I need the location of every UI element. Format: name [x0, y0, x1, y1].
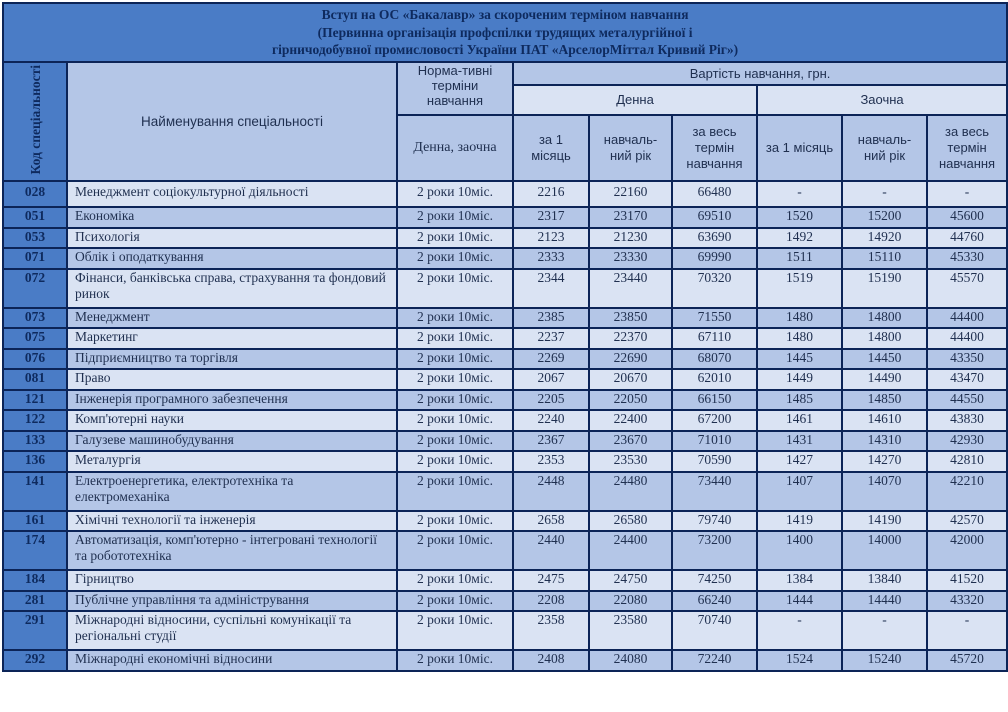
- ext-full-term: -: [927, 181, 1007, 207]
- specialty-code: 073: [3, 308, 67, 329]
- table-row: [3, 650, 1007, 671]
- day-full-term: 67110: [672, 328, 757, 349]
- specialty-name: Галузеве машинобудування: [67, 431, 397, 452]
- specialty-code: 051: [3, 207, 67, 228]
- ext-full-term: 43320: [927, 591, 1007, 612]
- specialty-code: 281: [3, 591, 67, 612]
- table-row: [3, 181, 1007, 207]
- ext-per-month: 1492: [757, 228, 842, 249]
- specialty-name: Інженерія програмного забезпечення: [67, 390, 397, 411]
- ext-per-month: 1445: [757, 349, 842, 370]
- day-per-month: 2448: [513, 472, 589, 511]
- specialty-name: Менеджмент: [67, 308, 397, 329]
- specialty-code: 174: [3, 531, 67, 570]
- day-per-month: 2240: [513, 410, 589, 431]
- header-norm: Норма-тивні терміни навчання: [397, 62, 513, 115]
- ext-full-term: 42210: [927, 472, 1007, 511]
- table-row: [3, 390, 1007, 411]
- specialty-name: Комп'ютерні науки: [67, 410, 397, 431]
- ext-per-year: -: [842, 181, 927, 207]
- ext-per-month: 1519: [757, 269, 842, 308]
- normative-term: 2 роки 10міс.: [397, 531, 513, 570]
- ext-per-month: 1407: [757, 472, 842, 511]
- day-per-year: 22400: [589, 410, 672, 431]
- ext-per-month: 1427: [757, 451, 842, 472]
- day-per-month: 2353: [513, 451, 589, 472]
- specialty-name: Менеджмент соціокультурної діяльності: [67, 181, 397, 207]
- specialty-name: Економіка: [67, 207, 397, 228]
- normative-term: 2 роки 10міс.: [397, 611, 513, 650]
- ext-per-month: -: [757, 611, 842, 650]
- ext-per-month: 1480: [757, 308, 842, 329]
- normative-term: 2 роки 10міс.: [397, 511, 513, 532]
- day-full-term: 79740: [672, 511, 757, 532]
- table-row: [3, 591, 1007, 612]
- table-row: [3, 328, 1007, 349]
- normative-term: 2 роки 10міс.: [397, 248, 513, 269]
- ext-full-term: 44760: [927, 228, 1007, 249]
- day-per-year: 23850: [589, 308, 672, 329]
- specialty-code: 053: [3, 228, 67, 249]
- day-full-term: 71010: [672, 431, 757, 452]
- specialty-code: 136: [3, 451, 67, 472]
- specialty-name: Металургія: [67, 451, 397, 472]
- ext-full-term: 43830: [927, 410, 1007, 431]
- ext-per-month: 1520: [757, 207, 842, 228]
- ext-per-year: 14610: [842, 410, 927, 431]
- day-per-month: 2067: [513, 369, 589, 390]
- table-row: [3, 248, 1007, 269]
- day-per-year: 23330: [589, 248, 672, 269]
- header-code: [3, 62, 67, 181]
- specialty-name: Право: [67, 369, 397, 390]
- day-full-term: 69510: [672, 207, 757, 228]
- table-row: [3, 207, 1007, 228]
- table-row: [3, 349, 1007, 370]
- specialty-name: Облік і оподаткування: [67, 248, 397, 269]
- ext-per-month: 1444: [757, 591, 842, 612]
- specialty-name: Фінанси, банківська справа, страхування та фондовий ринок: [67, 269, 397, 308]
- ext-per-year: 15240: [842, 650, 927, 671]
- tuition-table: [2, 2, 1008, 672]
- day-per-month: 2216: [513, 181, 589, 207]
- normative-term: 2 роки 10міс.: [397, 349, 513, 370]
- day-per-month: 2333: [513, 248, 589, 269]
- day-full-term: 73200: [672, 531, 757, 570]
- day-per-month: 2123: [513, 228, 589, 249]
- day-full-term: 66150: [672, 390, 757, 411]
- day-per-month: 2658: [513, 511, 589, 532]
- table-row: [3, 228, 1007, 249]
- ext-per-year: 14490: [842, 369, 927, 390]
- table-row: [3, 269, 1007, 308]
- specialty-name: Міжнародні відносини, суспільні комунікації та регіональні студії: [67, 611, 397, 650]
- day-per-month: 2385: [513, 308, 589, 329]
- specialty-name: Публічне управління та адміністрування: [67, 591, 397, 612]
- day-full-term: 70590: [672, 451, 757, 472]
- ext-full-term: 45600: [927, 207, 1007, 228]
- day-per-year: 23170: [589, 207, 672, 228]
- day-full-term: 62010: [672, 369, 757, 390]
- ext-per-month: 1431: [757, 431, 842, 452]
- day-per-year: 23670: [589, 431, 672, 452]
- day-per-year: 24400: [589, 531, 672, 570]
- specialty-code: 122: [3, 410, 67, 431]
- ext-per-month: 1449: [757, 369, 842, 390]
- ext-full-term: 44400: [927, 328, 1007, 349]
- specialty-code: 184: [3, 570, 67, 591]
- normative-term: 2 роки 10міс.: [397, 390, 513, 411]
- ext-full-term: 42570: [927, 511, 1007, 532]
- day-per-year: 24750: [589, 570, 672, 591]
- ext-per-month: 1384: [757, 570, 842, 591]
- normative-term: 2 роки 10міс.: [397, 181, 513, 207]
- table-title: [3, 3, 1007, 62]
- ext-per-month: -: [757, 181, 842, 207]
- day-per-month: 2440: [513, 531, 589, 570]
- ext-per-year: 14190: [842, 511, 927, 532]
- specialty-code: 291: [3, 611, 67, 650]
- day-per-year: 22690: [589, 349, 672, 370]
- ext-full-term: 42930: [927, 431, 1007, 452]
- day-per-year: 22050: [589, 390, 672, 411]
- ext-full-term: 45720: [927, 650, 1007, 671]
- day-per-year: 22080: [589, 591, 672, 612]
- header-norm-sub: Денна, заочна: [397, 115, 513, 181]
- table-row: [3, 570, 1007, 591]
- day-full-term: 74250: [672, 570, 757, 591]
- ext-per-year: 14440: [842, 591, 927, 612]
- ext-full-term: 43350: [927, 349, 1007, 370]
- specialty-name: Підприємництво та торгівля: [67, 349, 397, 370]
- day-per-year: 24080: [589, 650, 672, 671]
- day-per-month: 2205: [513, 390, 589, 411]
- day-per-year: 23580: [589, 611, 672, 650]
- day-per-month: 2317: [513, 207, 589, 228]
- ext-full-term: 43470: [927, 369, 1007, 390]
- specialty-code: 028: [3, 181, 67, 207]
- header-ext-year: навчаль-ний рік: [842, 115, 927, 181]
- ext-full-term: 44550: [927, 390, 1007, 411]
- normative-term: 2 роки 10міс.: [397, 472, 513, 511]
- day-full-term: 63690: [672, 228, 757, 249]
- ext-per-year: -: [842, 611, 927, 650]
- specialty-code: 292: [3, 650, 67, 671]
- ext-full-term: 42000: [927, 531, 1007, 570]
- header-name: Найменування спеціальності: [67, 62, 397, 181]
- title-line-3: гірничодобувної промисловості України ПАТ «АрселорМіттал Кривий Ріг»): [271, 42, 739, 58]
- ext-per-month: 1485: [757, 390, 842, 411]
- ext-full-term: 42810: [927, 451, 1007, 472]
- ext-per-month: 1419: [757, 511, 842, 532]
- day-full-term: 73440: [672, 472, 757, 511]
- normative-term: 2 роки 10міс.: [397, 431, 513, 452]
- header-ext-full: за весь термін навчання: [927, 115, 1007, 181]
- day-per-month: 2408: [513, 650, 589, 671]
- header-day-month: за 1 місяць: [513, 115, 589, 181]
- day-per-year: 23440: [589, 269, 672, 308]
- specialty-name: Автоматизація, комп'ютерно - інтегровані технології та робототехніка: [67, 531, 397, 570]
- ext-per-year: 14800: [842, 308, 927, 329]
- ext-full-term: 41520: [927, 570, 1007, 591]
- ext-per-year: 14920: [842, 228, 927, 249]
- table-row: [3, 308, 1007, 329]
- ext-per-year: 14310: [842, 431, 927, 452]
- table-row: [3, 531, 1007, 570]
- specialty-name: Хімічні технології та інженерія: [67, 511, 397, 532]
- title-line-1: Вступ на ОС «Бакалавр» за скороченим терміном навчання: [321, 7, 689, 23]
- table-row: [3, 431, 1007, 452]
- table-row: [3, 451, 1007, 472]
- specialty-name: Гірництво: [67, 570, 397, 591]
- normative-term: 2 роки 10міс.: [397, 269, 513, 308]
- table-row: [3, 410, 1007, 431]
- ext-per-year: 15110: [842, 248, 927, 269]
- day-full-term: 66240: [672, 591, 757, 612]
- ext-per-year: 14270: [842, 451, 927, 472]
- table-row: [3, 369, 1007, 390]
- normative-term: 2 роки 10міс.: [397, 228, 513, 249]
- specialty-name: Маркетинг: [67, 328, 397, 349]
- header-day-year: навчаль-ний рік: [589, 115, 672, 181]
- day-per-year: 22160: [589, 181, 672, 207]
- specialty-code: 141: [3, 472, 67, 511]
- day-per-month: 2358: [513, 611, 589, 650]
- normative-term: 2 роки 10міс.: [397, 308, 513, 329]
- ext-full-term: 45570: [927, 269, 1007, 308]
- day-per-year: 20670: [589, 369, 672, 390]
- specialty-code: 071: [3, 248, 67, 269]
- day-full-term: 68070: [672, 349, 757, 370]
- day-full-term: 67200: [672, 410, 757, 431]
- day-full-term: 72240: [672, 650, 757, 671]
- ext-per-year: 14000: [842, 531, 927, 570]
- day-full-term: 66480: [672, 181, 757, 207]
- header-code-label: Код спеціальності: [27, 64, 43, 175]
- day-per-year: 21230: [589, 228, 672, 249]
- header-ext-month: за 1 місяць: [757, 115, 842, 181]
- specialty-code: 133: [3, 431, 67, 452]
- ext-per-month: 1524: [757, 650, 842, 671]
- specialty-code: 121: [3, 390, 67, 411]
- header-cost: Вартість навчання, грн.: [513, 62, 1007, 85]
- day-full-term: 70740: [672, 611, 757, 650]
- ext-per-month: 1400: [757, 531, 842, 570]
- ext-per-month: 1480: [757, 328, 842, 349]
- ext-per-month: 1461: [757, 410, 842, 431]
- day-full-term: 70320: [672, 269, 757, 308]
- specialty-code: 161: [3, 511, 67, 532]
- ext-per-year: 14800: [842, 328, 927, 349]
- day-per-year: 24480: [589, 472, 672, 511]
- ext-full-term: 45330: [927, 248, 1007, 269]
- ext-full-term: 44400: [927, 308, 1007, 329]
- header-extramural: Заочна: [757, 85, 1007, 115]
- day-per-month: 2208: [513, 591, 589, 612]
- specialty-code: 081: [3, 369, 67, 390]
- ext-per-year: 15190: [842, 269, 927, 308]
- normative-term: 2 роки 10міс.: [397, 570, 513, 591]
- normative-term: 2 роки 10міс.: [397, 410, 513, 431]
- day-full-term: 69990: [672, 248, 757, 269]
- specialty-name: Психологія: [67, 228, 397, 249]
- day-per-month: 2344: [513, 269, 589, 308]
- normative-term: 2 роки 10міс.: [397, 451, 513, 472]
- ext-per-year: 14070: [842, 472, 927, 511]
- header-day-full: за весь термін навчання: [672, 115, 757, 181]
- specialty-name: Міжнародні економічні відносини: [67, 650, 397, 671]
- table-row: [3, 611, 1007, 650]
- day-per-month: 2237: [513, 328, 589, 349]
- ext-per-year: 15200: [842, 207, 927, 228]
- ext-full-term: -: [927, 611, 1007, 650]
- normative-term: 2 роки 10міс.: [397, 207, 513, 228]
- normative-term: 2 роки 10міс.: [397, 369, 513, 390]
- day-per-month: 2367: [513, 431, 589, 452]
- ext-per-year: 13840: [842, 570, 927, 591]
- day-per-month: 2269: [513, 349, 589, 370]
- ext-per-year: 14850: [842, 390, 927, 411]
- specialty-code: 072: [3, 269, 67, 308]
- ext-per-month: 1511: [757, 248, 842, 269]
- specialty-code: 076: [3, 349, 67, 370]
- normative-term: 2 роки 10міс.: [397, 650, 513, 671]
- day-per-year: 26580: [589, 511, 672, 532]
- specialty-code: 075: [3, 328, 67, 349]
- day-full-term: 71550: [672, 308, 757, 329]
- day-per-year: 23530: [589, 451, 672, 472]
- table-body: [3, 181, 1007, 671]
- normative-term: 2 роки 10міс.: [397, 328, 513, 349]
- normative-term: 2 роки 10міс.: [397, 591, 513, 612]
- day-per-year: 22370: [589, 328, 672, 349]
- specialty-name: Електроенергетика, електротехніка та електромеханіка: [67, 472, 397, 511]
- table-row: [3, 511, 1007, 532]
- day-per-month: 2475: [513, 570, 589, 591]
- title-line-2: (Первинна організація профспілки трудящих металургійної і: [317, 24, 693, 40]
- ext-per-year: 14450: [842, 349, 927, 370]
- header-day: Денна: [513, 85, 757, 115]
- table-row: [3, 472, 1007, 511]
